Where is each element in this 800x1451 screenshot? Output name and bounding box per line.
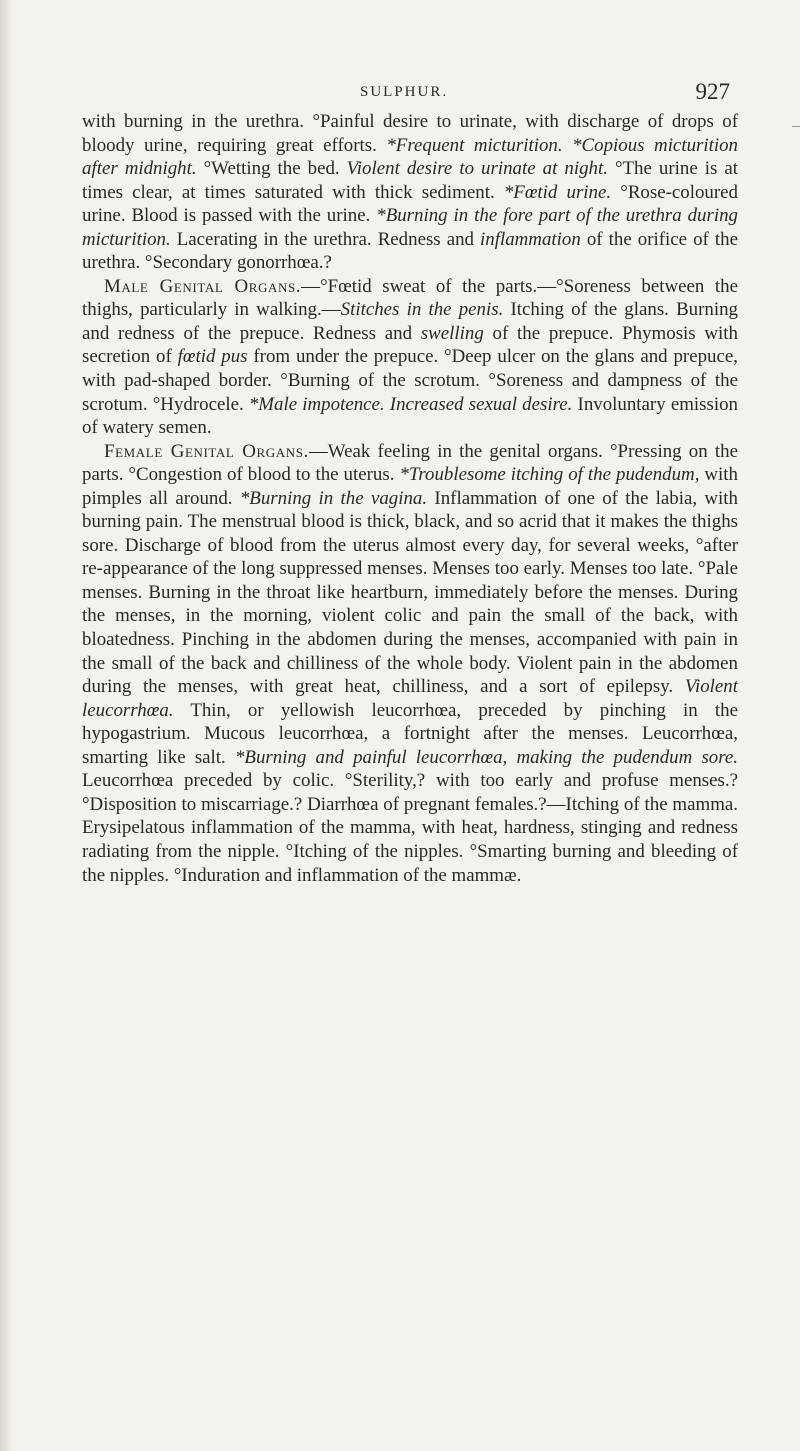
paragraph-female-genital-organs: Female Genital Organs.—Weak feeling in the genital organs. °Pressing on the parts. °Congestion of blood to the uterus. *Troublesome itching of the pudendum, with pimples all around. *Burning in the vagina. Inflammation of one of the labia, with burning pain. The menstrual blood is thick, black, and so acrid that it makes the thighs sore. Discharge of blood from the uterus almost every day, for several weeks, °after re-appearance of the long suppressed menses. Menses too early. Menses too late. °Pale menses. Burning in the throat like heartburn, immediately before the menses. During the menses, in the morning, violent colic and pain the small of the back, with bloatedness. Pinching in the abdomen during the menses, accompanied with pain in the small of the back and chilliness of the whole body. Violent pain in the abdomen during the menses, with great heat, chilliness, and a sort of epilepsy. Violent leucorrhœa. Thin, or yellowish leucorrhœa, preceded by pinching in the hypogastrium. Mucous leucorrhœa, a fortnight after the menses. Leucorrhœa, smarting like salt. *Burning and painful leucorrhœa, making the pudendum sore. Leucorrhœa preceded by colic. °Sterility,? with too early and profuse menses.? °Disposition to miscarriage.? Diarrhœa of pregnant females.?—Itching of the mamma. Erysipelatous inflammation of the mamma, with heat, hardness, stinging and redness radiating from the nipple. °Itching of the nipples. °Smarting burning and bleeding of the nipples. °Induration and inflammation of the mammæ. [82,440,738,886]
paragraph-urinary-organs: with burning in the urethra. °Painful desire to urinate, with discharge of drops of bloody urine, requiring great efforts. *Frequent micturition. *Copious micturition after midnight. °Wetting the bed. Violent desire to urinate at night. °The urine is at times clear, at times saturated with thick sediment. *Fœtid urine. °Rose-coloured urine. Blood is passed with the urine. *Burning in the fore part of the urethra during micturition. Lacerating in the urethra. Redness and inflammation of the orifice of the urethra. °Secondary gonorrhœa.? [82,111,739,274]
paragraph-male-genital-organs: Male Genital Organs.—°Fœtid sweat of the parts.—°Soreness between the thighs, particularly in walking.—Stitches in the penis. Itching of the glans. Burning and redness of the prepuce. Redness and swelling of the prepuce. Phymosis with secretion of fœtid pus from under the prepuce. °Deep ulcer on the glans and prepuce, with pad-shaped border. °Burning of the scrotum. °Soreness and dampness of the scrotum. °Hydrocele. *Male impotence. Increased sexual desire. Involuntary emission of watery semen. [82,275,738,439]
section-heading-male: Male Genital Organs. [104,275,302,297]
page-header [90,79,730,112]
page-edge-shadow [0,0,14,1451]
section-heading-female: Female Genital Organs. [104,440,309,462]
margin-mark [792,126,800,127]
body-text [82,110,738,887]
page-number: 927 [695,79,730,104]
running-head: SULPHUR. [360,84,449,100]
